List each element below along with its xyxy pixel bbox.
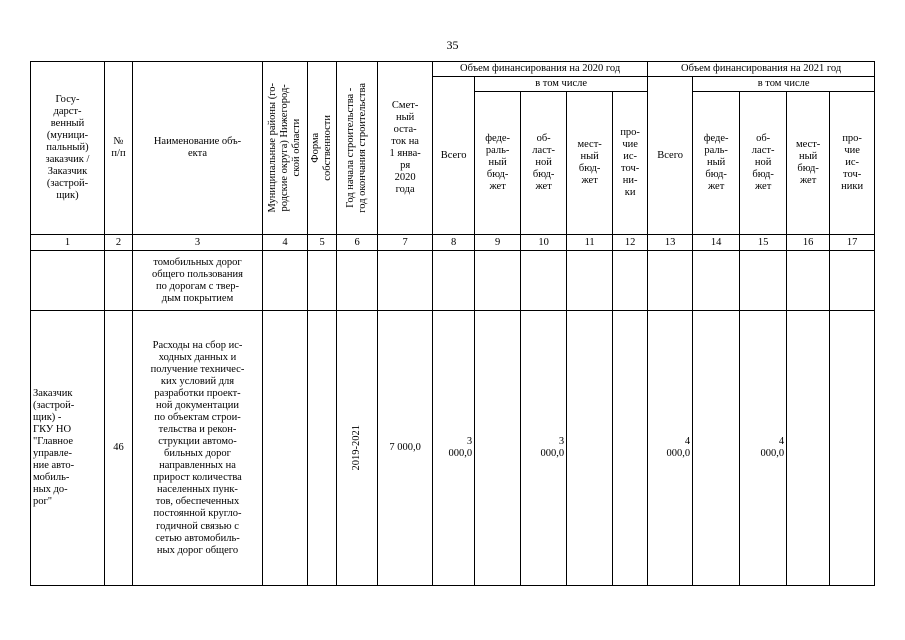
column-number: 16: [787, 235, 830, 251]
header-years: Год начала строительства - год окончания строительства: [345, 83, 369, 213]
cell-years: 2019-2021: [351, 425, 363, 471]
header-district-cell: [263, 62, 308, 235]
cell-other-2020: [613, 251, 648, 311]
header-object-name: Наименование объ- екта: [133, 62, 263, 235]
header-federal-2021: феде- раль- ный бюд- жет: [693, 92, 740, 235]
cell-local-2021: [787, 251, 830, 311]
column-number: 4: [263, 235, 308, 251]
cell-customer: [31, 251, 105, 311]
header-other-2021: про- чие ис- точ- ники: [830, 92, 875, 235]
cell-other-2020: [613, 311, 648, 586]
cell-customer: Заказчик (застрой- щик) - ГКУ НО "Главное управле- ние авто- мобиль- ных до- рог": [31, 311, 105, 586]
header-local-2021: мест- ный бюд- жет: [787, 92, 830, 235]
column-number: 5: [308, 235, 337, 251]
page-number: 35: [446, 38, 459, 52]
column-number: 1: [31, 235, 105, 251]
cell-federal-2020: [475, 311, 521, 586]
cell-district: [263, 311, 308, 586]
header-funding-2021: Объем финансирования на 2021 год: [648, 62, 875, 77]
cell-other-2021: [830, 251, 875, 311]
column-number: 11: [567, 235, 613, 251]
header-including-2020: в том числе: [475, 77, 648, 92]
cell-federal-2020: [475, 251, 521, 311]
column-number: 15: [740, 235, 787, 251]
cell-number: [105, 251, 133, 311]
cell-estimate: 7 000,0: [378, 311, 433, 586]
cell-regional-2020: 3 000,0: [521, 311, 567, 586]
column-number: 10: [521, 235, 567, 251]
column-number: 12: [613, 235, 648, 251]
header-years-cell: [337, 62, 378, 235]
cell-total-2021: [648, 251, 693, 311]
column-number: 3: [133, 235, 263, 251]
cell-federal-2021: [693, 251, 740, 311]
cell-local-2021: [787, 311, 830, 586]
header-customer: Госу- дарст- венный (муници- пальный) заказчик / Заказчик (застрой- щик): [31, 62, 105, 235]
cell-ownership: [308, 311, 337, 586]
cell-local-2020: [567, 311, 613, 586]
cell-other-2021: [830, 311, 875, 586]
investment-program-table: [30, 61, 875, 586]
header-total-2020: Всего: [433, 77, 475, 235]
column-number: 17: [830, 235, 875, 251]
column-number: 7: [378, 235, 433, 251]
cell-total-2020: 3 000,0: [433, 311, 475, 586]
cell-regional-2020: [521, 251, 567, 311]
column-number: 8: [433, 235, 475, 251]
cell-object-name: томобильных дорог общего пользования по дорогам с твер- дым покрытием: [133, 251, 263, 311]
cell-total-2020: [433, 251, 475, 311]
header-total-2021: Всего: [648, 77, 693, 235]
header-regional-2020: об- ласт- ной бюд- жет: [521, 92, 567, 235]
column-number: 2: [105, 235, 133, 251]
header-estimate: Смет- ный оста- ток на 1 янва- ря 2020 года: [378, 62, 433, 235]
cell-federal-2021: [693, 311, 740, 586]
header-ownership: Форма собственности: [310, 115, 334, 181]
header-ownership-cell: [308, 62, 337, 235]
header-district: Муниципальные районы (го- родские округа) Нижегород- ской области: [266, 83, 303, 213]
cell-regional-2021: [740, 251, 787, 311]
cell-object-name: Расходы на сбор ис- ходных данных и получение техничес- ких условий для разработки проект- ной документации по объектам строи- тельства и рекон- струкции автомо- бильных дорог направленных на прирост количества населенных пунк- тов, обеспеченных постоянной кругло- годичной связью с сетью автомобиль- ных дорог общего: [133, 311, 263, 586]
cell-district: [263, 251, 308, 311]
cell-local-2020: [567, 251, 613, 311]
column-number: 9: [475, 235, 521, 251]
column-number: 14: [693, 235, 740, 251]
table-row: [31, 311, 875, 586]
cell-estimate: [378, 251, 433, 311]
cell-number: 46: [105, 311, 133, 586]
header-number: № п/п: [105, 62, 133, 235]
header-local-2020: мест- ный бюд- жет: [567, 92, 613, 235]
column-number-row: [31, 235, 875, 251]
header-regional-2021: об- ласт- ной бюд- жет: [740, 92, 787, 235]
cell-years-cell: [337, 311, 378, 586]
header-federal-2020: феде- раль- ный бюд- жет: [475, 92, 521, 235]
cell-ownership: [308, 251, 337, 311]
header-funding-2020: Объем финансирования на 2020 год: [433, 62, 648, 77]
cell-years: [337, 251, 378, 311]
column-number: 6: [337, 235, 378, 251]
table-row: [31, 251, 875, 311]
cell-total-2021: 4 000,0: [648, 311, 693, 586]
cell-regional-2021: 4 000,0: [740, 311, 787, 586]
column-number: 13: [648, 235, 693, 251]
header-including-2021: в том числе: [693, 77, 875, 92]
header-other-2020: про- чие ис- точ- ни- ки: [613, 92, 648, 235]
